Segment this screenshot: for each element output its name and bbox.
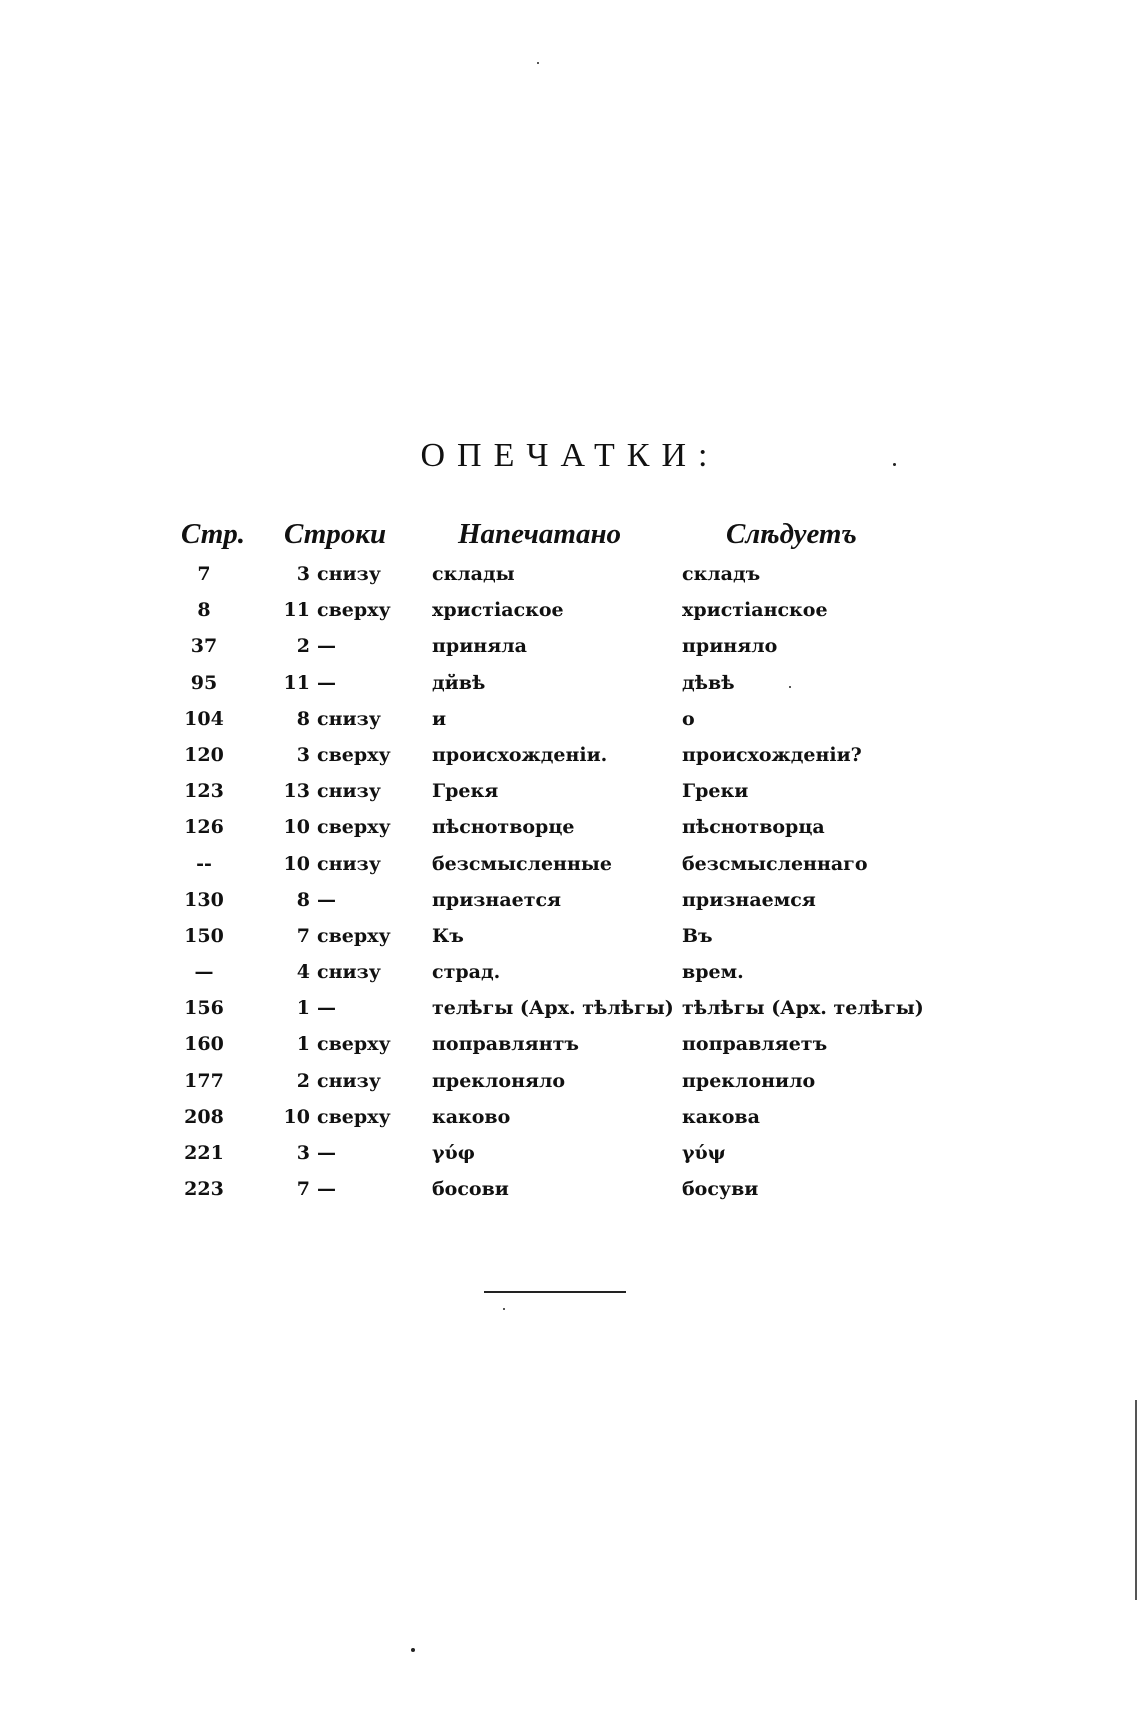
printed-cell: признается [432,888,562,911]
page-cell: 160 [184,1033,224,1056]
line-direction-cell: сверху [317,1105,391,1128]
line-number-cell: 7 [296,1178,310,1201]
line-direction-cell: снизу [317,707,381,730]
line-direction-cell: сверху [317,924,391,947]
printed-cell: поправлянтъ [432,1033,579,1056]
page-cell: 7 [197,563,211,585]
printed-cell: Грекя [432,780,499,803]
line-number-cell: 2 [296,1069,310,1092]
line-direction-cell: — [317,635,336,658]
page-cell: 123 [184,780,224,803]
should-be-cell: Греки [682,780,749,803]
table-row [0,990,1140,1026]
page-cell: 177 [184,1069,224,1092]
table-row [0,1171,1140,1207]
line-number-cell: 10 [283,816,310,839]
table-row [0,737,1140,773]
page-cell: 37 [190,635,218,658]
should-be-cell: о [682,707,695,730]
line-direction-cell: — [317,997,336,1020]
line-number-cell: 11 [283,671,310,694]
page-title: ОПЕЧАТКИ: [420,437,720,474]
should-be-cell: γύψ [682,1142,726,1164]
should-be-cell: пѣснотворца [682,816,825,839]
printed-cell: страд. [432,961,501,984]
printed-cell: Къ [432,924,464,947]
line-direction-cell: сверху [317,1033,391,1056]
printed-cell: приняла [432,635,527,658]
line-number-cell: 1 [296,997,310,1020]
should-be-cell: поправляетъ [682,1033,828,1056]
should-be-cell: безсмысленнаго [682,852,868,875]
line-number-cell: 10 [283,1105,310,1128]
line-number-cell: 8 [296,707,310,730]
printed-cell: γύφ [432,1142,475,1164]
should-be-cell: складъ [682,563,761,585]
should-be-cell: босуви [682,1178,759,1201]
line-direction-cell: снизу [317,563,381,585]
line-number-cell: 10 [283,852,310,875]
printed-cell: телѣгы (Арх. тѣлѣгы) [432,997,674,1020]
line-direction-cell: сверху [317,599,391,622]
should-be-cell: приняло [682,635,778,658]
page-cell: 95 [190,671,218,694]
page-cell: 156 [184,997,224,1020]
printed-cell: пѣснотворце [432,816,575,839]
table-header [0,518,1140,558]
table-row [0,954,1140,990]
print-speck [503,1308,505,1310]
line-direction-cell: снизу [317,852,381,875]
print-speck [411,1648,415,1652]
printed-cell: происхожденіи. [432,743,608,766]
should-be-cell: происхожденіи? [682,743,862,766]
table-row [0,1063,1140,1099]
should-be-cell: какова [682,1105,760,1128]
printed-cell: преклоняло [432,1069,566,1092]
printed-cell: безсмысленные [432,852,613,875]
line-direction-cell: снизу [317,1069,381,1092]
page-cell: — [194,961,214,984]
printed-cell: дйвѣ [432,671,486,694]
line-direction-cell: снизу [317,780,381,803]
table-row [0,701,1140,737]
line-number-cell: 1 [296,1033,310,1056]
line-direction-cell: — [317,888,336,911]
table-row [0,665,1140,701]
should-be-cell: преклонило [682,1069,816,1092]
line-number-cell: 13 [283,780,310,803]
should-be-cell: тѣлѣгы (Арх. телѣгы) [682,997,924,1020]
column-header-line: Строки [284,518,387,550]
page-cell: 120 [184,743,224,766]
should-be-cell: признаемся [682,888,816,911]
table-row [0,846,1140,882]
page-cell: 150 [184,924,224,947]
line-direction-cell: сверху [317,743,391,766]
errata-table [0,556,1140,1207]
page-cell: 221 [184,1142,224,1164]
line-direction-cell: сверху [317,816,391,839]
table-row [0,1026,1140,1062]
page-edge-mark [1135,1400,1137,1600]
table-row [0,809,1140,845]
line-number-cell: 4 [296,961,310,984]
printed-cell: и [432,707,447,730]
should-be-cell: христіанское [682,599,828,622]
column-header-should-be: Слѣдуетъ [726,518,857,550]
table-row [0,1135,1140,1171]
should-be-cell: Въ [682,924,713,947]
page-cell: -- [196,852,212,875]
page-cell: 208 [184,1105,224,1128]
printed-cell: босови [432,1178,509,1201]
line-number-cell: 3 [296,743,310,766]
should-be-cell: врем. [682,961,744,984]
line-number-cell: 3 [296,563,310,585]
page-cell: 223 [184,1178,224,1201]
column-header-page: Стр. [181,518,246,550]
print-speck [893,463,896,466]
line-number-cell: 7 [296,924,310,947]
should-be-cell: дѣвѣ [682,671,735,694]
table-row [0,556,1140,592]
line-direction-cell: — [317,1178,336,1201]
table-row [0,592,1140,628]
page-cell: 104 [184,707,224,730]
line-number-cell: 3 [296,1142,310,1164]
line-number-cell: 11 [283,599,310,622]
line-direction-cell: снизу [317,961,381,984]
table-row [0,882,1140,918]
line-number-cell: 2 [296,635,310,658]
printed-cell: каково [432,1105,511,1128]
table-row [0,918,1140,954]
closing-rule [484,1291,626,1293]
page-cell: 8 [197,599,211,622]
table-row [0,773,1140,809]
table-row [0,628,1140,664]
table-row [0,1099,1140,1135]
line-number-cell: 8 [296,888,310,911]
page-cell: 126 [184,816,224,839]
printed-cell: христіаское [432,599,564,622]
printed-cell: склады [432,563,515,585]
line-direction-cell: — [317,1142,336,1164]
print-speck [537,62,539,64]
line-direction-cell: — [317,671,336,694]
print-speck [789,686,791,688]
page-cell: 130 [184,888,224,911]
column-header-printed: Напечатано [458,518,622,550]
